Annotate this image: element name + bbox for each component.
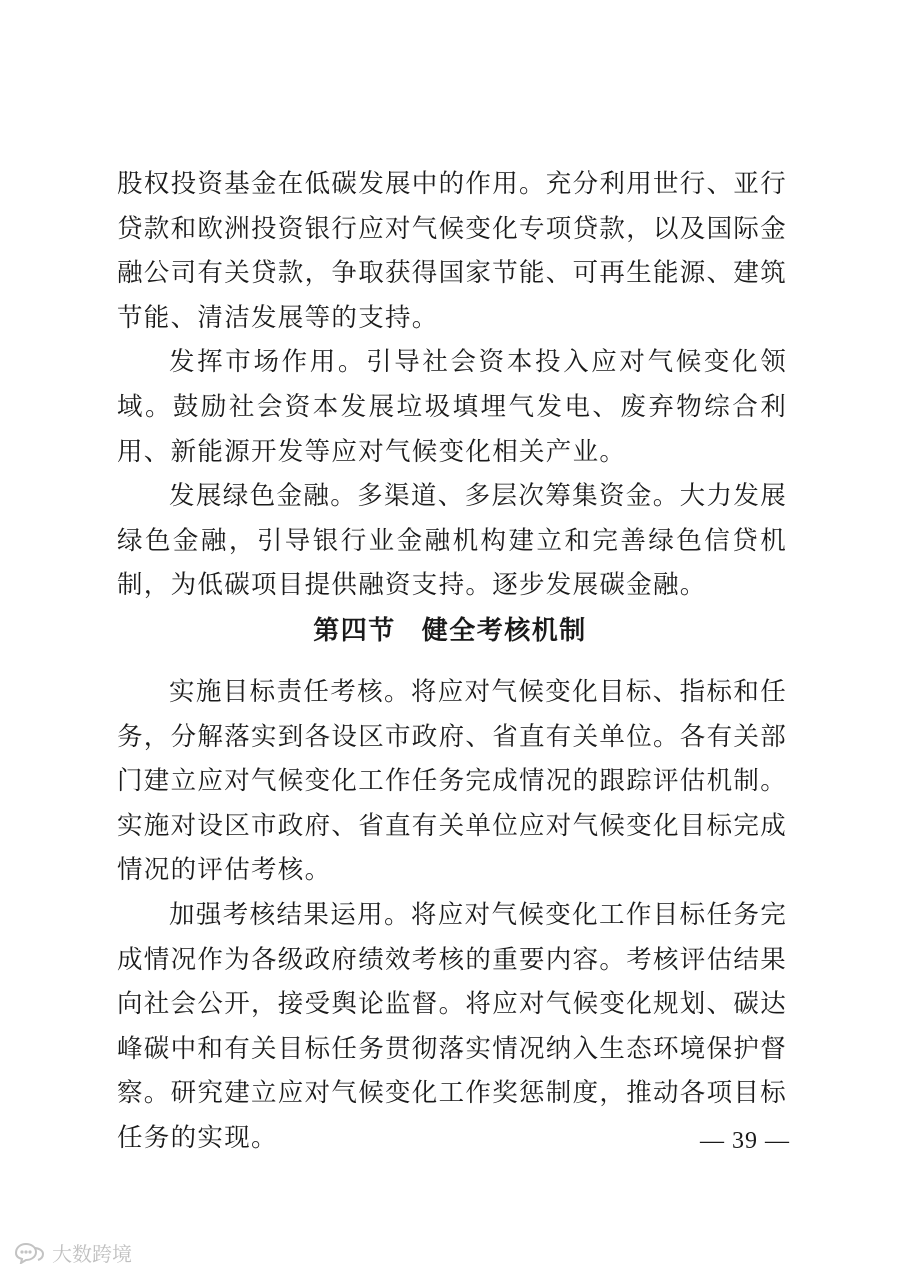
paragraph-market-role: 发挥市场作用。引导社会资本投入应对气候变化领域。鼓励社会资本发展垃圾填埋气发电、废弃物综合利用、新能源开发等应对气候变化相关产业。 [117, 347, 787, 467]
chat-bubble-logo-icon [12, 1242, 46, 1264]
paragraph-assessment-results: 加强考核结果运用。将应对气候变化工作目标任务完成情况作为各级政府绩效考核的重要内容。考核评估结果向社会公开，接受舆论监督。将应对气候变化规划、碳达峰碳中和有关目标任务贯彻落实情况纳入生态环境保护督察。研究建立应对气候变化工作奖惩制度，推动各项目标任务的实现。 [117, 899, 788, 1153]
section-heading [0, 610, 900, 647]
paragraph-equity-funds: 股权投资基金在低碳发展中的作用。充分利用世行、亚行贷款和欧洲投资银行应对气候变化专项贷款，以及国际金融公司有关贷款，争取获得国家节能、可再生能源、建筑节能、清洁发展等的支持。 [117, 169, 788, 333]
watermark-text: 大数跨境 [52, 1242, 132, 1266]
paragraph-target-assessment: 实施目标责任考核。将应对气候变化目标、指标和任务，分解落实到各设区市政府、省直有关单位。各有关部门建立应对气候变化工作任务完成情况的跟踪评估机制。实施对设区市政府、省直有关单位应对气候变化目标完成情况的评估考核。 [117, 677, 788, 886]
body-text-bottom [117, 670, 787, 1161]
body-text-top [117, 162, 787, 608]
section-title: 健全考核机制 [421, 616, 587, 646]
section-number: 第四节 [313, 616, 396, 646]
page-number: — 39 — [700, 1128, 790, 1154]
paragraph-green-finance: 发展绿色金融。多渠道、多层次筹集资金。大力发展绿色金融，引导银行业金融机构建立和完善绿色信贷机制，为低碳项目提供融资支持。逐步发展碳金融。 [117, 481, 787, 601]
watermark [12, 1238, 132, 1267]
